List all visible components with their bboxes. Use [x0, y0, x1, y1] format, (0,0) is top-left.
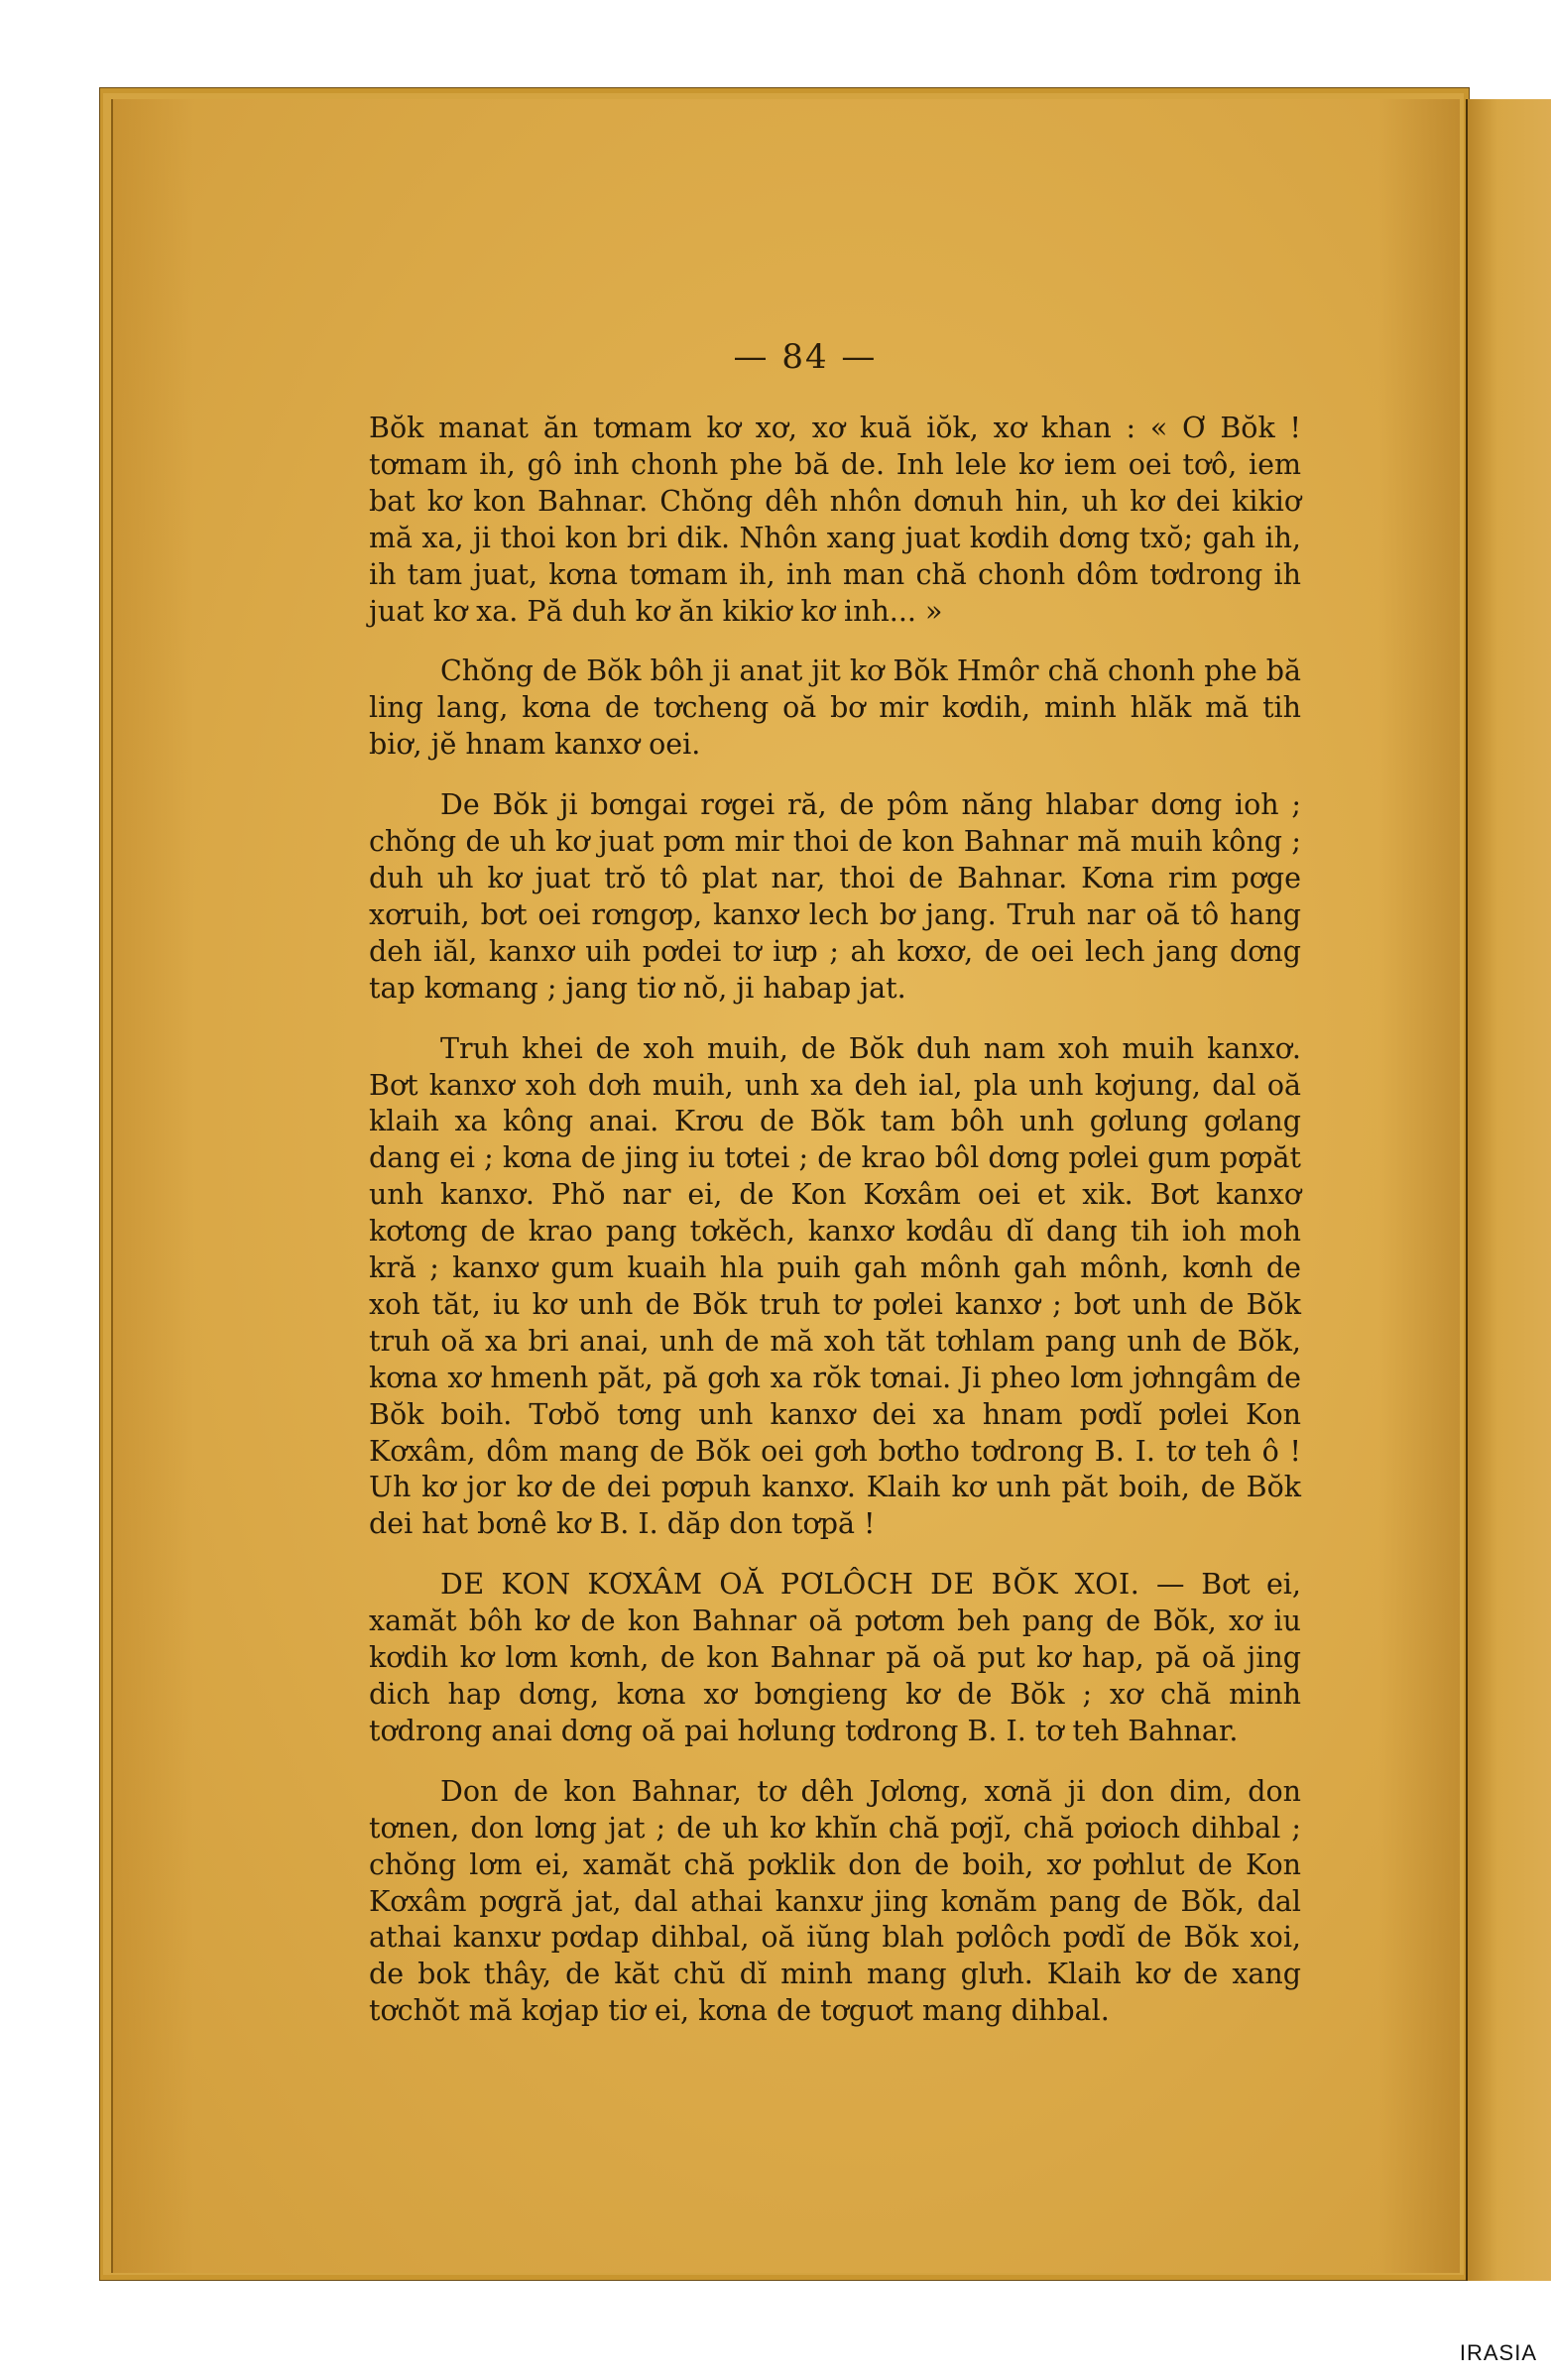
- section-paragraph: [369, 1567, 1301, 1750]
- section-heading: DE KON KƠXÂM OĂ PƠLÔCH DE BŎK XOI. —: [440, 1568, 1185, 1602]
- paragraph-1: Bŏk manat ăn tơmam kơ xơ, xơ kuă iŏk, xơ khan : « Ơ Bŏk ! tơmam ih, gô inh chonh phe bă de. Inh lele kơ iem oei tơô, iem bat kơ kon Bahnar. Chŏng dêh nhôn dơnuh hin, uh kơ dei kikiơ mă xa, ji thoi kon bri dik. Nhôn xang juat kơdih dơng txŏ; gah ih, ih tam juat, kơna tơmam ih, inh man chă chonh dôm tơdrong ih juat kơ xa. Pă duh kơ ăn kikiơ kơ inh... »: [369, 412, 1301, 628]
- page-body: [369, 411, 1301, 2054]
- facing-page-edge: [1466, 99, 1551, 2281]
- section-paragraph-text: Bơt ei, xamăt bôh kơ de kon Bahnar oă pơtơm beh pang de Bŏk, xơ iu kơdih kơ lơm kơnh, de kon Bahnar pă oă put kơ hap, pă oă jing dich hap dơng, kơna xơ bơngieng kơ de Bŏk ; xơ chă minh tơdrong anai dơng oă pai hơlung tơdrong B. I. tơ teh Bahnar.: [369, 1568, 1301, 1747]
- paragraph-3: De Bŏk ji bơngai rơgei ră, de pôm năng hlabar dơng ioh ; chŏng de uh kơ juat pơm mir thoi de kon Bahnar mă muih kông ; duh uh kơ juat trŏ tô plat nar, thoi de Bahnar. Kơna rim pơge xơruih, bơt oei rơngơp, kanxơ lech bơ jang. Truh nar oă tô hang deh iăl, kanxơ uih pơdei tơ iưp ; ah kơxơ, de oei lech jang dơng tap kơmang ; jang tiơ nŏ, ji habap jat.: [369, 788, 1301, 1005]
- paragraph-6: Don de kon Bahnar, tơ dêh Jơlơng, xơnă ji don dim, don tơnen, don lơng jat ; de uh kơ khĭn chă pơjĭ, chă pơioch dihbal ; chŏng lơm ei, xamăt chă pơklik don de boih, xơ pơhlut de Kon Kơxâm pơgră jat, dal athai kanxư jing kơnăm pang de Bŏk, dal athai kanxư pơdap dihbal, oă iŭng blah pơlôch pơdĭ de Bŏk xoi, de bok thây, de kăt chŭ dĭ minh mang glưh. Klaih kơ de xang tơchŏt mă kơjap tiơ ei, kơna de tơguơt mang dihbal.: [369, 1774, 1301, 2028]
- paragraph-2: Chŏng de Bŏk bôh ji anat jit kơ Bŏk Hmôr chă chonh phe bă ling lang, kơna de tơcheng oă bơ mir kơdih, minh hlăk mă tih biơ, jĕ hnam kanxơ oei.: [369, 654, 1301, 762]
- page-number: — 84 —: [733, 337, 878, 377]
- paragraph-4: Truh khei de xoh muih, de Bŏk duh nam xoh muih kanxơ. Bơt kanxơ xoh dơh muih, unh xa deh ial, pla unh kơjung, dal oă klaih xa kông anai. Krơu de Bŏk tam bôh unh gơlung gơlang dang ei ; kơna de jing iu tơtei ; de krao bôl dơng pơlei gum pơpăt unh kanxơ. Phŏ nar ei, de Kon Kơxâm oei et xik. Bơt kanxơ kơtơng de krao pang tơkĕch, kanxơ kơdâu dĭ dang tih ioh moh kră ; kanxơ gum kuaih hla puih gah mônh gah mônh, kơnh de xoh tăt, iu kơ unh de Bŏk truh tơ pơlei kanxơ ; bơt unh de Bŏk truh oă xa bri anai, unh de mă xoh tăt tơhlam pang unh de Bŏk, kơna xơ hmenh păt, pă gơh xa rŏk tơnai. Ji pheo lơm jơhngâm de Bŏk boih. Tơbŏ tơng unh kanxơ dei xa hnam pơdĭ pơlei Kon Kơxâm, dôm mang de Bŏk oei gơh bơtho tơdrong B. I. tơ teh ô ! Uh kơ jor kơ de dei pơpuh kanxơ. Klaih kơ unh păt boih, de Bŏk dei hat bơnê kơ B. I. dăp don tơpă !: [369, 1031, 1301, 1541]
- watermark-label: IRASIA: [1459, 2340, 1537, 2365]
